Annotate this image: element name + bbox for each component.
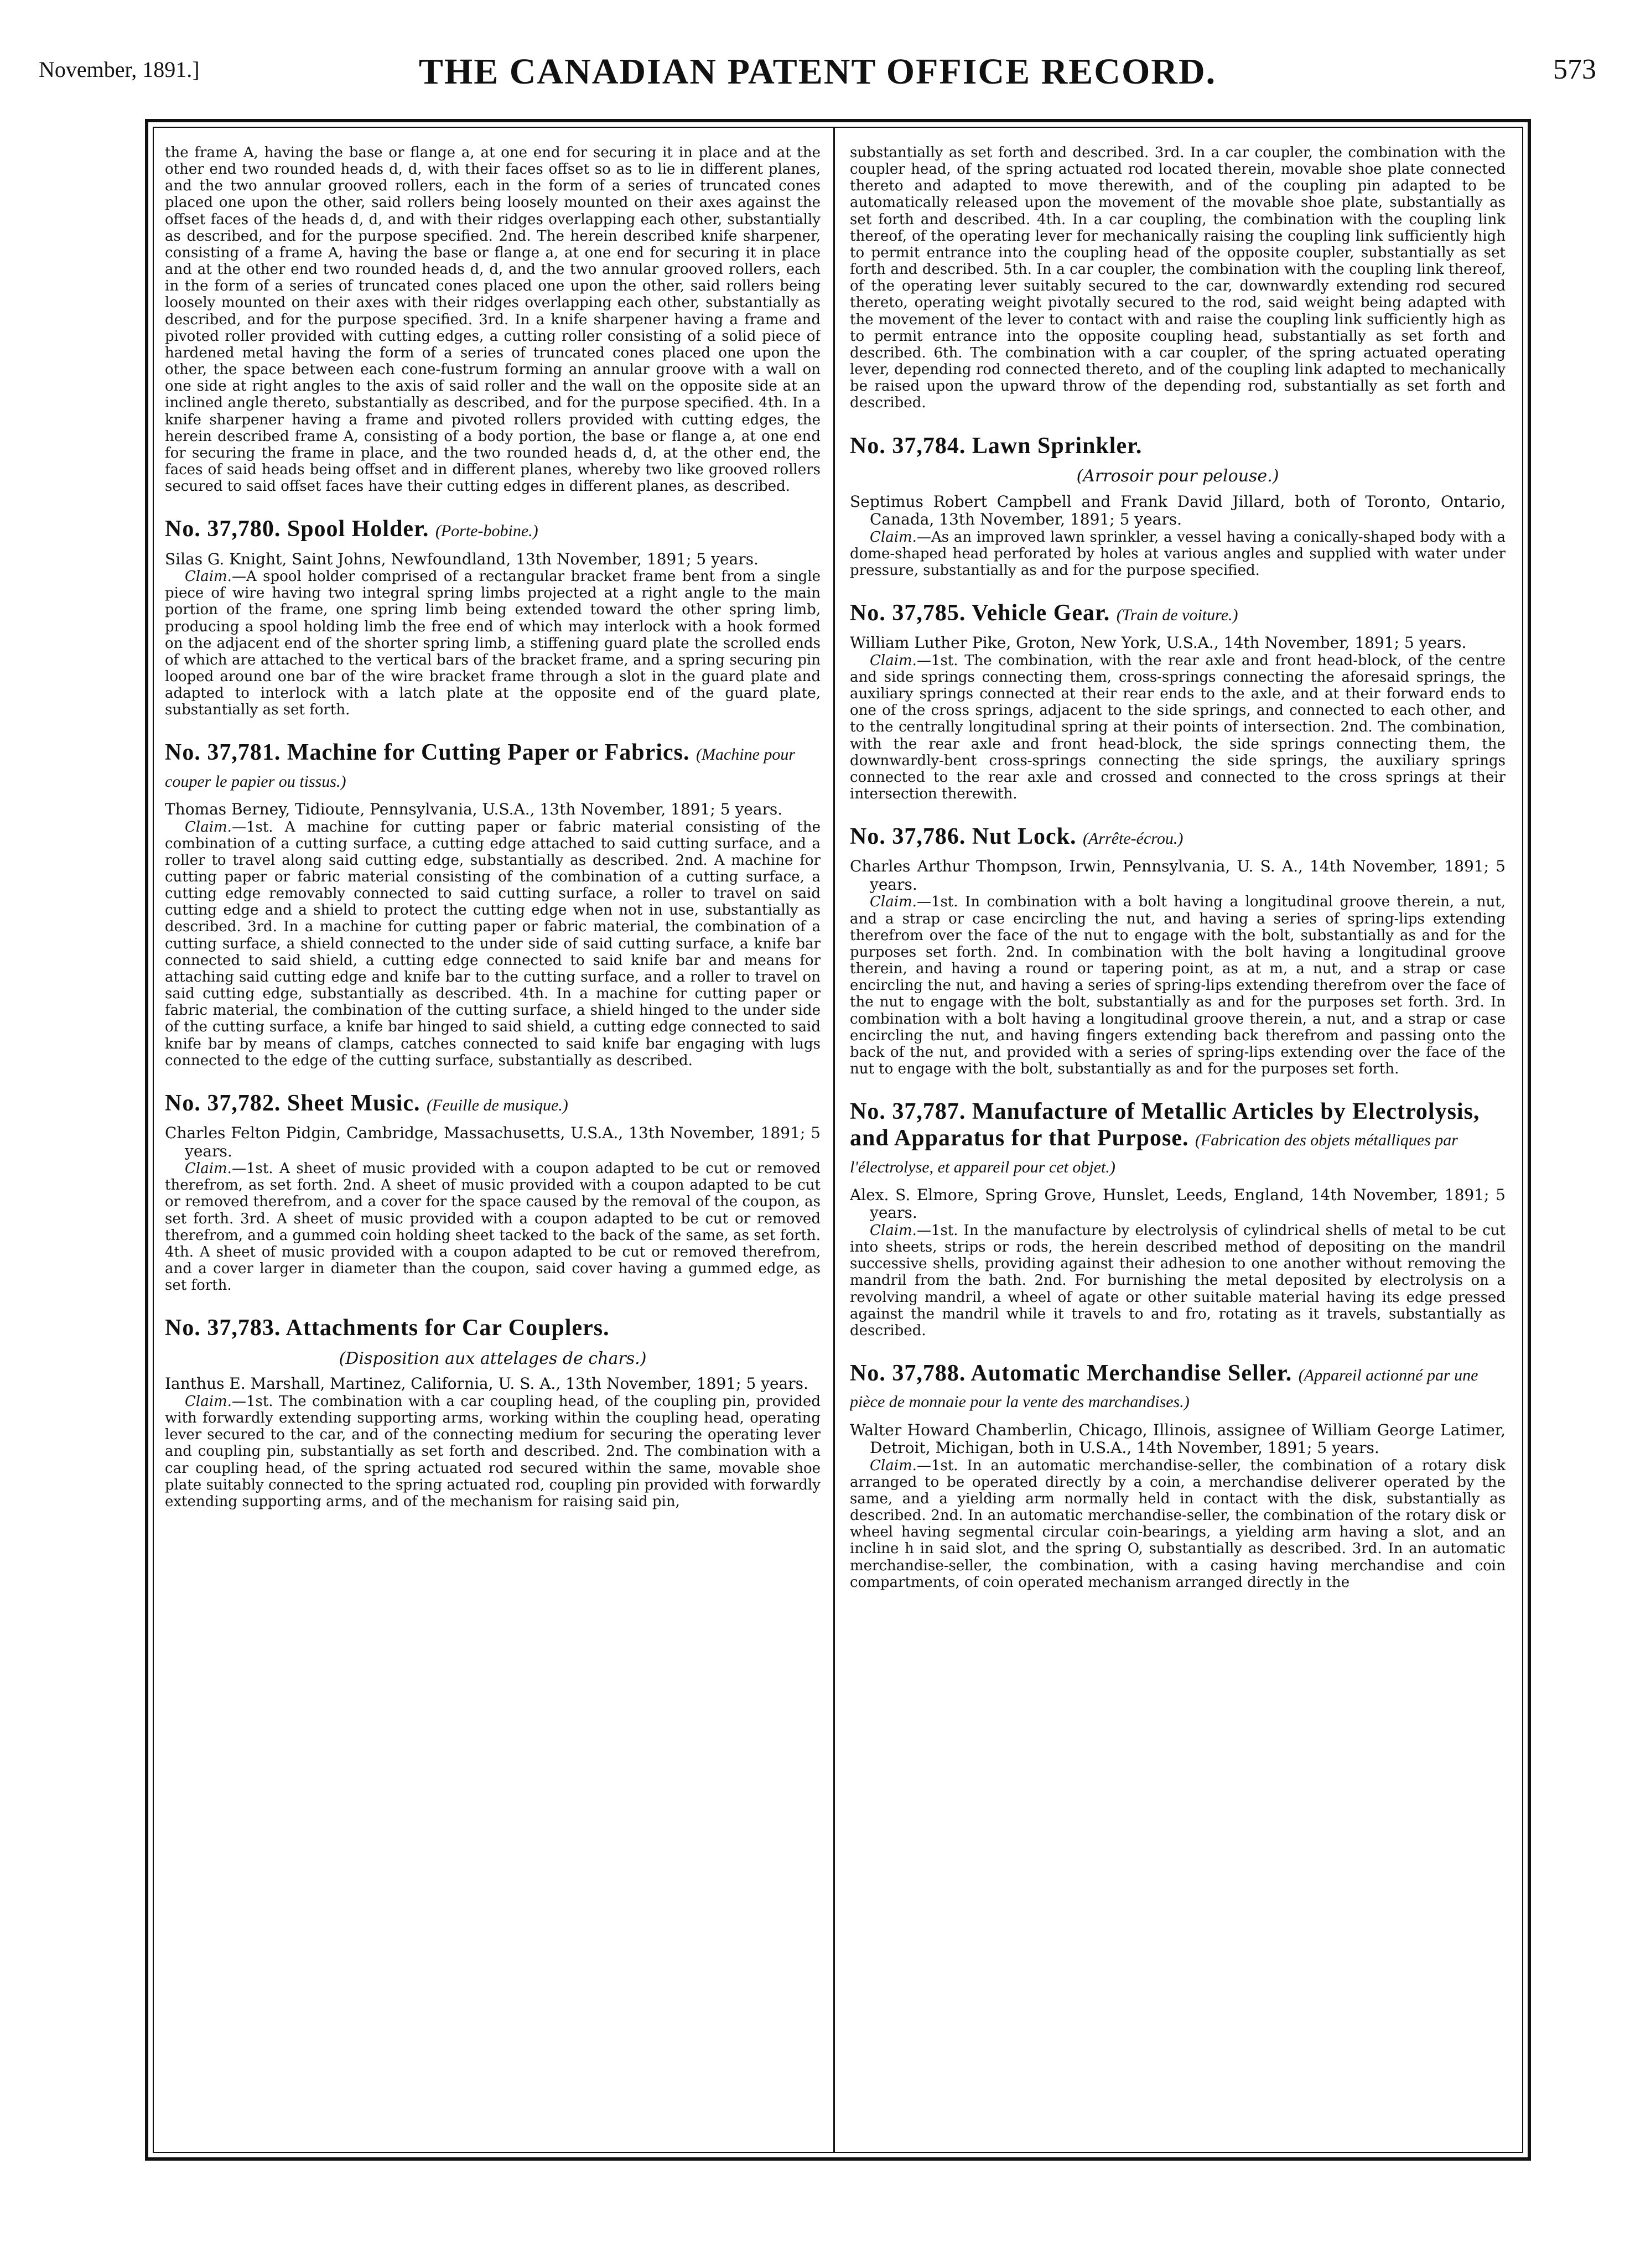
french-title: (Arrosoir pour pelouse.): [1076, 466, 1279, 486]
claim-body: —1st. In an automatic merchandise-seller, the combination of a rotary disk arranged to be operated directly by a coin, a merchandise deliverer operated by the same, and a yielding arm normally held in contact with the disk, substantially as described. 2nd. In an automatic merchandise-seller, the combination of the rotary disk or wheel having segmental circular coin-bearings, a yielding arm having a slot, and an incline h in said slot, and the spring O, substantially as described. 3rd. In an automatic merchandise-seller, the combination, with a casing having merchandise and coin compartments, of coin operated mechanism arranged directly in the: [850, 1457, 1506, 1591]
claim-body: —1st. A sheet of music provided with a coupon adapted to be cut or removed therefrom, as set forth. 2nd. A sheet of music provided with a coupon adapted to be cut or removed therefrom, and a cover for the space caused by the removal of the coupon, as set forth. 3rd. A sheet of music provided with a coupon adapted to be cut or removed therefrom, and a gummed coin holding sheet tacked to the back of the same, as set forth. 4th. A sheet of music provided with a coupon adapted to be cut or removed therefrom, and a cover larger in diameter than the coupon, said cover having a gummed edge, as set forth.: [165, 1160, 821, 1294]
patent-title: Attachments for Car Couplers.: [286, 1315, 610, 1341]
patentee: Walter Howard Chamberlin, Chicago, Illinois, assignee of William George Latimer, Detroit, Michigan, both in U.S.A., 14th November, 1891; 5 years.: [850, 1420, 1506, 1457]
patent-entry: [850, 433, 1506, 579]
journal-title: THE CANADIAN PATENT OFFICE RECORD.: [418, 51, 1217, 92]
patentee: Charles Arthur Thompson, Irwin, Pennsylvania, U. S. A., 14th November, 1891; 5 years.: [850, 857, 1506, 894]
left-entries: [165, 516, 821, 1510]
claim-body: —1st. In the manufacture by electrolysis of cylindrical shells of metal to be cut into sheets, strips or rods, the herein described method of depositing on the mandril successive shells, providing against their adhesion to one another without removing the mandril from the bath. 2nd. For burnishing the metal deposited by electrolysis on a revolving mandril, a wheel of agate or other suitable material having its edge pressed against the mandril while it travels to and fro, rotating as it travels, substantially as described.: [850, 1222, 1506, 1339]
header-date: November, 1891.]: [39, 57, 200, 82]
patent-heading: [165, 1315, 821, 1341]
patent-heading: [850, 433, 1506, 459]
patent-entry: [850, 823, 1506, 1077]
patent-heading: [850, 1360, 1506, 1414]
french-title: (Disposition aux attelages de chars.): [339, 1348, 647, 1368]
claim-text: [850, 529, 1506, 579]
patent-entry: [165, 1090, 821, 1294]
patent-entry: [165, 739, 821, 1068]
french-title-line: [850, 467, 1506, 486]
claim-label: Claim.: [185, 818, 232, 835]
patent-number: No. 37,786.: [850, 824, 966, 850]
claim-label: Claim.: [870, 528, 917, 546]
french-title-line: [165, 1350, 821, 1369]
claim-text: [165, 819, 821, 1069]
french-title: (Appareil actionné par une pièce de monnaie pour la vente des marchandises.): [850, 1366, 1478, 1411]
patentee: Ianthus E. Marshall, Martinez, California, U. S. A., 13th November, 1891; 5 years.: [165, 1374, 808, 1393]
claim-text: [850, 652, 1506, 802]
patent-heading: [850, 823, 1506, 850]
claim-body: —1st. In combination with a bolt having a longitudinal groove therein, a nut, and a strap or case encircling the nut, and having a series of spring-lips extending therefrom over the face of the nut to engage with the bolt, substantially as and for the purposes set forth. 2nd. In combination with the bolt having a longitudinal groove therein, and having a round or tapering point, as at m, a nut, and a strap or case encircling the nut, and having a series of spring-lips extending therefrom over the face of the nut to engage with the bolt, substantially as and for the purposes set forth. 3rd. In combination with a bolt having a longitudinal groove therein, a nut, and a strap or case encircling the nut, and having fingers extending back therefrom and passing onto the back of the nut, and provided with a series of spring-lips extending over the face of the nut to engage with the bolt, substantially as and for the purposes set forth.: [850, 894, 1506, 1077]
page-number: 573: [1553, 54, 1596, 85]
right-column: [850, 144, 1506, 2141]
patent-title: Machine for Cutting Paper or Fabrics.: [287, 740, 690, 766]
patentee: Thomas Berney, Tidioute, Pennsylvania, U.S.A., 13th November, 1891; 5 years.: [165, 800, 783, 819]
patent-number: No. 37,781.: [165, 740, 281, 766]
french-title: (Porte-bobine.): [435, 522, 538, 541]
claim-text: [850, 1457, 1506, 1591]
left-column: [165, 144, 821, 2141]
french-title: (Machine pour couper le papier ou tissus.): [165, 745, 796, 791]
claim-label: Claim.: [185, 1160, 232, 1177]
claim-label: Claim.: [870, 894, 917, 911]
patent-title: Automatic Merchandise Seller.: [970, 1361, 1293, 1387]
claim-label: Claim.: [870, 1457, 917, 1474]
patentee: William Luther Pike, Groton, New York, U.S.A., 14th November, 1891; 5 years.: [850, 634, 1467, 652]
patent-number: No. 37,782.: [165, 1090, 281, 1116]
patent-entry: [165, 1315, 821, 1510]
patent-title: Lawn Sprinkler.: [972, 433, 1143, 459]
claim-label: Claim.: [185, 568, 232, 585]
patent-entry: [850, 600, 1506, 802]
patentee: Septimus Robert Campbell and Frank David Jillard, both of Toronto, Ontario, Canada, 13th November, 1891; 5 years.: [850, 492, 1506, 529]
claim-text: [165, 568, 821, 718]
patent-number: No. 37,785.: [850, 600, 966, 626]
patent-entry: [850, 1098, 1506, 1339]
claim-text: [850, 1222, 1506, 1339]
claim-label: Claim.: [870, 1222, 917, 1239]
claim-body: —As an improved lawn sprinkler, a vessel having a conically-shaped body with a dome-shaped head perforated by holes at various angles and supplied with water under pressure, substantially as and for the purpose specified.: [850, 528, 1506, 579]
patent-heading: [850, 1098, 1506, 1179]
patentee: Alex. S. Elmore, Spring Grove, Hunslet, Leeds, England, 14th November, 1891; 5 years.: [850, 1186, 1506, 1222]
claim-body: —A spool holder comprised of a rectangular bracket frame bent from a single piece of wire having two integral spring limbs projected at a right angle to the main portion of the frame, one spring limb being extended toward the other spring limb, producing a spool holding limb the free end of which may interlock with a hook formed on the adjacent end of the shorter spring limb, a stiffening guard plate the scrolled ends of which are attached to the vertical bars of the bracket frame, and a spring securing pin looped around one bar of the wire bracket frame through a slot in the guard plate and adapted to interlock with a latch plate at the opposite end of the guard plate, substantially as set forth.: [165, 568, 821, 719]
continuation-text: the frame A, having the base or flange a, at one end for securing it in place and at the other end two rounded heads d, d, with their faces offset so as to lie in different planes, and the two annular grooved rollers, each in the form of a series of truncated cones placed one upon the other, said rollers being loosely mounted on their axes against the offset faces of the heads d, d, and with their ridges overlapping each other, substantially as described, and for the purpose specified. 2nd. The herein described knife sharpener, consisting of a frame A, having the base or flange a, at one end for securing it in place and at the other end two rounded heads d, d, and the two annular grooved rollers, each in the form of a series of truncated cones placed one upon the other, said rollers being loosely mounted on their axes with their ridges overlapping each other, substantially as described, and for the purpose specified. 3rd. In a knife sharpener having a frame and pivoted roller provided with cutting edges, a cutting roller consisting of a solid piece of hardened metal having the form of a series of truncated cones placed one upon the other, the space between each cone-fustrum forming an annular groove with a wall on one side at right angles to the axis of said roller and the wall on the opposite side at an inclined angle thereto, substantially as described, and for the purpose specified. 4th. In a knife sharpener having a frame and pivoted rollers provided with cutting edges, the herein described frame A, consisting of a body portion, the base or flange a, at one end for securing the frame in place, and the two rounded heads d, d, at the other end, the faces of said heads being offset and in different planes, whereby two like grooved rollers secured to said offset faces have their cutting edges in different planes, as described.: [165, 144, 821, 495]
patent-number: No. 37,787.: [850, 1099, 966, 1125]
claim-body: —1st. A machine for cutting paper or fabric material consisting of the combination of a cutting surface, a cutting edge attached to said cutting surface, and a roller to travel along said cutting edge, substantially as described. 2nd. A machine for cutting paper or fabric material consisting of the combination of a cutting surface, a cutting edge removably connected to said cutting surface, a roller to travel on said cutting edge and a shield to protect the cutting edge when not in use, substantially as described. 3rd. In a machine for cutting paper or fabric material, the combination of a cutting surface, a shield connected to the under side of said cutting surface, a knife bar connected to said shield, a cutting edge connected to said knife bar and means for attaching said cutting edge and knife bar to the cutting surface, and a roller to travel on said cutting edge, substantially as described. 4th. In a machine for cutting paper or fabric material, the combination of the cutting surface, a shield hinged to the under side of the cutting surface, a knife bar hinged to said shield, a cutting edge connected to said knife bar by means of clamps, catches connected to said knife bar engaging with lugs connected to the edge of the cutting surface, substantially as described.: [165, 818, 821, 1069]
patent-title: Vehicle Gear.: [972, 600, 1110, 626]
patentee: Silas G. Knight, Saint Johns, Newfoundland, 13th November, 1891; 5 years.: [165, 549, 759, 568]
patent-heading: [165, 516, 821, 542]
patent-heading: [165, 739, 821, 793]
patent-entry: [165, 516, 821, 718]
french-title: (Train de voiture.): [1116, 606, 1238, 624]
patent-title: Manufacture of Metallic Articles by Electrolysis, and Apparatus for that Purpose.: [850, 1099, 1480, 1151]
claim-text: [165, 1160, 821, 1294]
claim-text: [850, 894, 1506, 1077]
patent-title: Sheet Music.: [287, 1090, 421, 1116]
right-entries: [850, 433, 1506, 1591]
claim-label: Claim.: [870, 652, 917, 669]
french-title: (Fabrication des objets métalliques par l'électrolyse, et appareil pour cet objet.): [850, 1131, 1458, 1176]
french-title: (Feuille de musique.): [427, 1096, 568, 1114]
claim-text: [165, 1393, 821, 1510]
continuation-text: substantially as set forth and described. 3rd. In a car coupler, the combination with the coupler head, of the spring actuated rod located therein, movable shoe plate connected thereto and adapted to move therewith, and of the coupling pin adapted to be automatically released upon the movement of the movable shoe plate, substantially as set forth and described. 4th. In a car coupling, the combination with the coupling link thereof, of the operating lever for mechanically raising the coupling link sufficiently high to permit entrance into the coupling head of the opposite coupler, substantially as set forth and described. 5th. In a car coupler, the combination with the coupling link thereof, of the operating lever suitably secured to the car, downwardly extending rod secured thereto, operating weight pivotally secured to the rod, said weight being adapted with the movement of the lever to contact with and raise the coupling link sufficiently high as to permit entrance into the opposite coupling head, substantially as set forth and described. 6th. The combination with a car coupler, of the spring actuated operating lever, depending rod connected thereto, and of the coupling link adapted to mechanically be raised upon the upward throw of the depending rod, substantially as set forth and described.: [850, 144, 1506, 412]
patent-number: No. 37,784.: [850, 433, 966, 459]
page-frame: [145, 119, 1531, 2161]
patent-number: No. 37,788.: [850, 1361, 966, 1387]
claim-label: Claim.: [185, 1393, 232, 1410]
patent-heading: [165, 1090, 821, 1117]
patentee: Charles Felton Pidgin, Cambridge, Massachusetts, U.S.A., 13th November, 1891; 5 years.: [165, 1124, 821, 1160]
patent-number: No. 37,780.: [165, 516, 281, 542]
patent-title: Nut Lock.: [972, 824, 1077, 850]
claim-body: —1st. The combination, with the rear axle and front head-block, of the centre and side springs connecting them, cross-springs connecting the aforesaid springs, the auxiliary springs connected at their rear ends to the axle, and at their forward ends to one of the cross springs, adjacent to the side springs, and connected to each other, and to the centrally longitudinal spring at their points of intersection. 2nd. The combination, with the rear axle and front head-block, the side springs connecting them, the downwardly-bent cross-springs connecting the side springs, the auxiliary springs connected to the rear axle and crossed and connected to the cross springs at their intersection therewith.: [850, 652, 1506, 803]
patent-heading: [850, 600, 1506, 626]
patent-number: No. 37,783.: [165, 1315, 281, 1341]
patent-title: Spool Holder.: [287, 516, 429, 542]
patent-entry: [850, 1360, 1506, 1591]
french-title: (Arrête-écrou.): [1083, 829, 1184, 848]
claim-body: —1st. The combination with a car coupling head, of the coupling pin, provided with forwardly extending supporting arms, working within the coupling head, operating lever secured to the car, and of the connecting medium for securing the operating lever and coupling pin, substantially as set forth and described. 2nd. The combination with a car coupling head, of the spring actuated rod secured within the same, movable shoe plate suitably connected to the spring actuated rod, coupling pin provided with forwardly extending supporting arms, and of the mechanism for raising said pin,: [165, 1393, 821, 1510]
column-divider: [833, 127, 835, 2153]
page-header: [39, 33, 1596, 94]
